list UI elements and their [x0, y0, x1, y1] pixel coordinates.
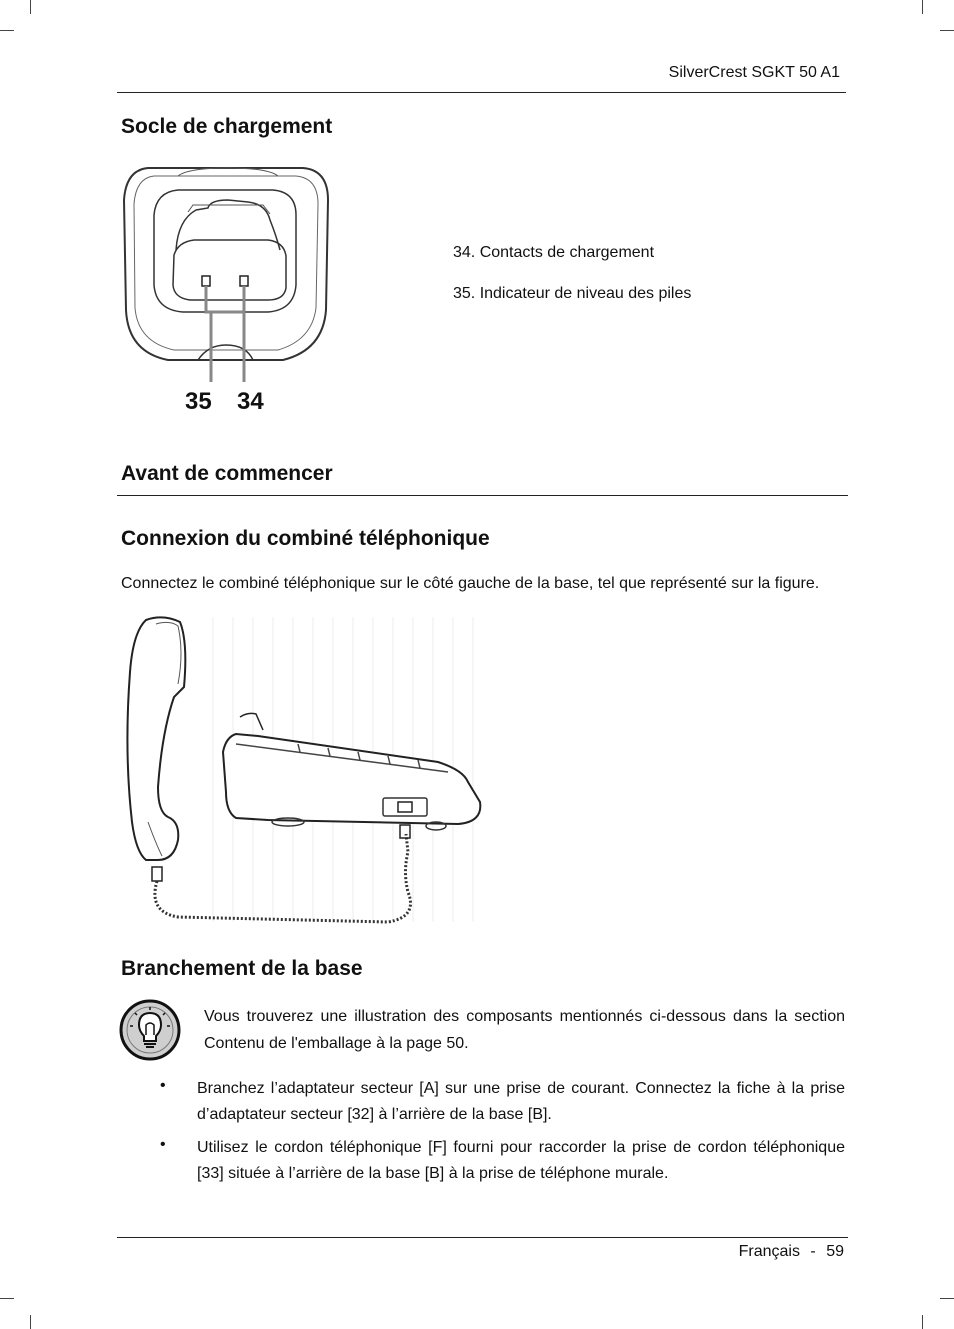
section-title-base: Branchement de la base	[121, 957, 363, 980]
handset-instruction: Connectez le combiné téléphonique sur le côté gauche de la base, tel que représenté sur la figure.	[121, 575, 820, 592]
lightbulb-tip-icon	[119, 999, 181, 1061]
callout-35: 35	[185, 388, 212, 415]
footer-separator: -	[810, 1243, 816, 1260]
bullet-dot: •	[160, 1077, 166, 1094]
legend-item-35: 35. Indicateur de niveau des piles	[453, 285, 692, 302]
footer-language: Français	[738, 1243, 800, 1260]
section-title-handset: Connexion du combiné téléphonique	[121, 527, 490, 550]
crop-mark	[922, 0, 923, 14]
bullet-item-cord: Utilisez le cordon téléphonique [F] fourni pour raccorder la prise de cordon téléphonique [33] située à l’arrière de la base [B] à la prise de téléphone murale.	[197, 1139, 845, 1182]
bullet-dot: •	[160, 1136, 166, 1153]
phone-connection-illustration	[118, 612, 498, 934]
crop-mark	[0, 30, 14, 31]
legend-item-34: 34. Contacts de chargement	[453, 244, 655, 261]
header-product: SilverCrest SGKT 50 A1	[668, 64, 840, 81]
charging-cradle-illustration	[118, 160, 333, 420]
section-rule	[117, 495, 848, 496]
section-title-charging: Socle de chargement	[121, 115, 333, 138]
header-rule	[117, 92, 846, 93]
footer-rule	[117, 1237, 848, 1238]
crop-mark	[0, 1298, 14, 1299]
crop-mark	[30, 1315, 31, 1329]
page-footer	[739, 1243, 844, 1261]
crop-mark	[922, 1315, 923, 1329]
section-title-before: Avant de commencer	[121, 462, 333, 485]
tip-note: Vous trouverez une illustration des composants mentionnés ci-dessous dans la section Contenu de l'emballage à la page 50.	[204, 1008, 845, 1052]
page-number: 59	[826, 1243, 844, 1260]
crop-mark	[940, 1298, 954, 1299]
bullet-item-power: Branchez l’adaptateur secteur [A] sur une prise de courant. Connectez la fiche à la prise d’adaptateur secteur [32] à l’arrière de la base [B].	[197, 1080, 845, 1123]
crop-mark	[30, 0, 31, 14]
crop-mark	[940, 30, 954, 31]
callout-34: 34	[237, 388, 264, 415]
